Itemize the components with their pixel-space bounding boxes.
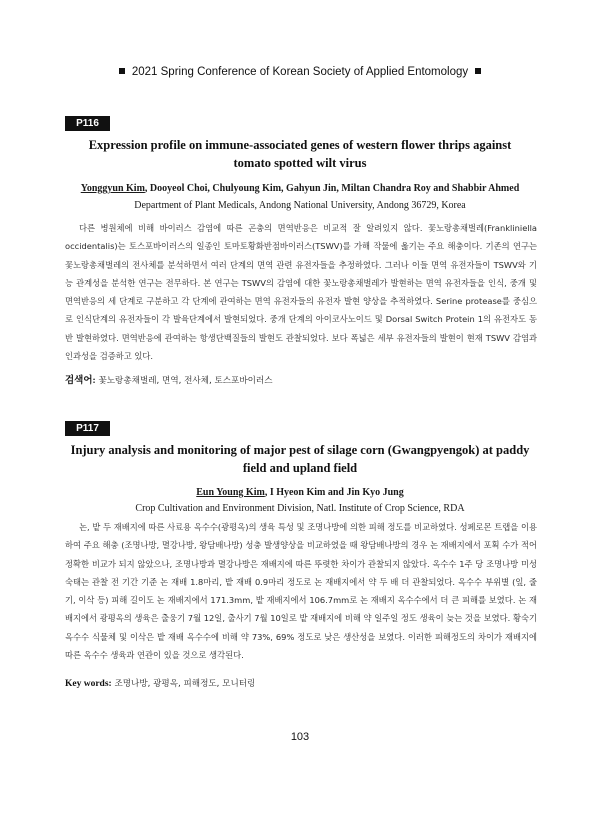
author-list <box>60 183 540 194</box>
abstract-body: 다른 병원체에 비해 바이러스 감염에 따른 곤충의 면역반응은 비교적 잘 알려있지 않다. 꽃노랑총채벌레(Frankliniella occidentalis)는 토스포바이러스의 일종인 토마토황화반점바이러스(TSWV)를 가해 작물에 옮기는 주요 해충이다. 기존의 연구는 꽃노랑총채벌레의 전사체를 분석하면서 여러 단계의 면역 관련 유전자들을 추정하였다. 그러나 이들 면역 유전자들이 TSWV와 기능 관계성을 분석한 연구는 전무하다. 본 연구는 TSWV의 감염에 대한 꽃노랑총채벌레가 발현하는 면역 유전자들을 인식, 중개 및 면역반응의 세 단계로 구분하고 각 단계에 관여하는 면역 유전자들의 유전자 발현 양상을 추적하였다. Serine protease를 중심으로 인식단계의 유전자들이 각 발육단계에서 발현되었다. 중개 단계의 아이코사노이드 및 Dorsal Switch Protein 1의 유전자도 동반 발현하였다. 면역반응에 관여하는 항생단백질들의 발현도 관찰되었다. 보다 폭넓은 세부 유전자들의 발현이 현재 TSWV 감염과 인과성을 검증하고 있다. <box>65 223 537 362</box>
co-authors: , I Hyeon Kim and Jin Kyo Jung <box>264 487 404 498</box>
keywords-line <box>65 677 537 689</box>
poster-id-badge: P117 <box>65 421 110 436</box>
square-bullet-icon <box>119 68 125 74</box>
keywords-label: Key words: <box>65 679 112 689</box>
square-bullet-icon <box>475 68 481 74</box>
presenting-author: Yonggyun Kim <box>80 183 145 194</box>
abstract-title: Expression profile on immune-associated genes of western flower thrips against tomato spotted wilt virus <box>88 138 512 170</box>
keywords-text: 조명나방, 광평옥, 피해정도, 모니터링 <box>114 679 256 689</box>
page-number: 103 <box>290 731 310 743</box>
presenting-author: Eun Young Kim <box>196 487 265 498</box>
conference-title: 2021 Spring Conference of Korean Society of Applied Entomology <box>131 66 469 78</box>
keywords-text: 꽃노랑총채벌레, 면역, 전사체, 토스포바이러스 <box>98 376 273 386</box>
author-list <box>60 487 540 498</box>
conference-header <box>0 66 600 78</box>
keywords-label: 검색어: <box>65 376 96 386</box>
co-authors: , Dooyeol Choi, Chulyoung Kim, Gahyun Jin, Miltan Chandra Roy and Shabbir Ahmed <box>144 183 520 194</box>
affiliation: Department of Plant Medicals, Andong National University, Andong 36729, Korea <box>134 200 466 211</box>
keywords-line <box>65 372 537 386</box>
abstract-body: 논, 밭 두 재배지에 따른 사료용 옥수수(광평옥)의 생육 특성 및 조명나방에 의한 피해 정도를 비교하였다. 성페로몬 트랩을 이용하여 주요 해충 (조명나방, 멸강나방, 왕담배나방) 성충 발생양상을 비교하였을 때 왕담배나방의 경우 논 재배지에서 포획 수가 적어 정확한 비교가 되지 않았으나, 조명나방과 멸강나방은 재배지에 따른 뚜렷한 차이가 관찰되지 않았다. 옥수수 1주 당 조명나방 미성숙태는 관찰 전 기간 기준 논 재배 1.8마리, 밭 재배 0.9마리 정도로 논 재배지에서 약 두 배 더 관찰되었다. 옥수수 부위별 (잎, 줄기, 이삭 등) 피해 길이도 논 재배지에서 171.3mm, 밭 재배지에서 106.7mm로 논 재배지 옥수수에서 더 큰 피해를 보였다. 논 재배지에서 광평옥의 생육은 출웅기 7월 12일, 출사기 7월 10일로 밭 재배지에 비해 약 일주일 정도 생육이 늦는 것을 보였다. 황숙기 옥수수 식물체 및 이삭은 밭 재배 옥수수에 비해 약 73%, 69% 정도로 낮은 생산성을 보였다. 이러한 피해정도의 차이가 재배지에 따른 옥수수 생육과 연관이 있을 것으로 생각된다. <box>65 522 537 661</box>
affiliation: Crop Cultivation and Environment Division, Natl. Institute of Crop Science, RDA <box>135 503 465 514</box>
abstract-title: Injury analysis and monitoring of major pest of silage corn (Gwangpyengok) at paddy field and upland field <box>70 443 530 475</box>
poster-id-badge: P116 <box>65 116 110 131</box>
